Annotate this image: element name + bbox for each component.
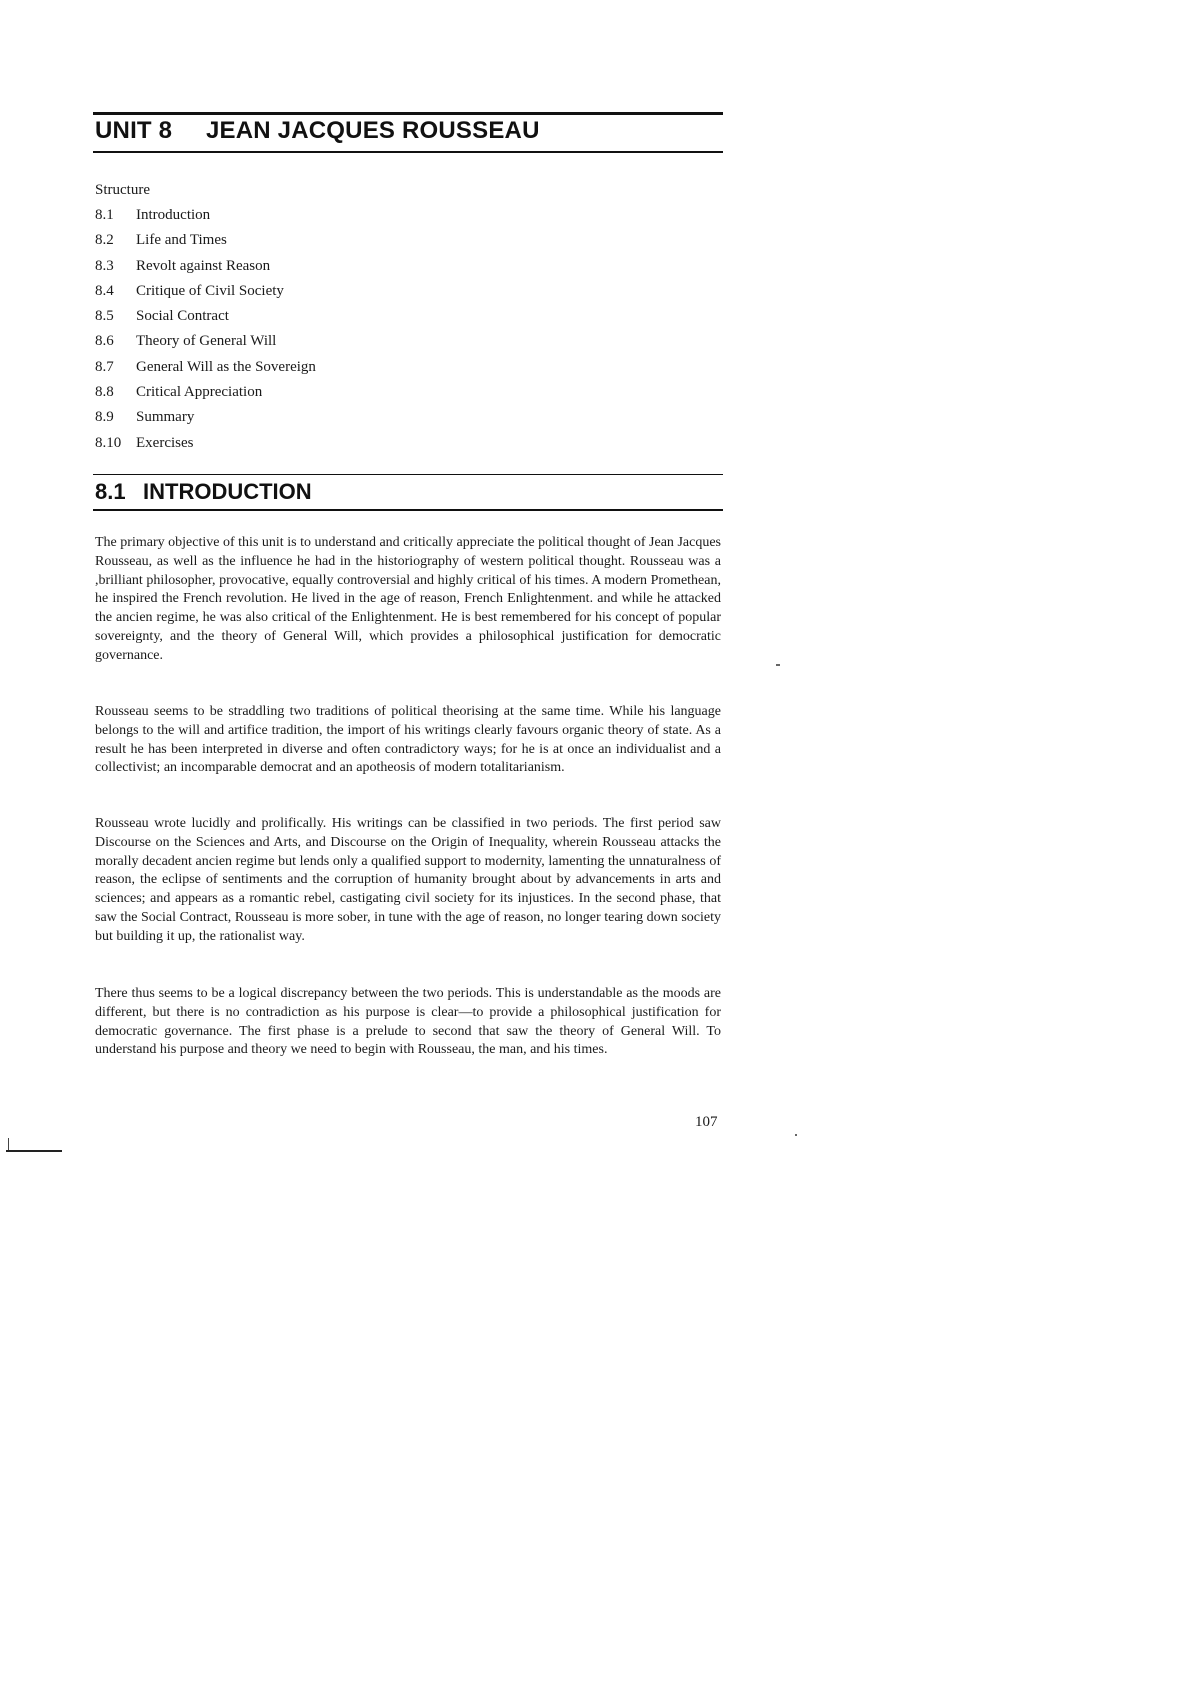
section-number: 8.1 [95,479,126,504]
scan-speck [795,1134,797,1136]
scan-speck [776,664,780,666]
page-number: 107 [695,1114,718,1130]
structure-label: Structure [95,182,150,198]
toc-item [95,405,316,430]
toc-item-number: 8.1 [95,207,114,223]
toc-item-number: 8.6 [95,333,114,350]
toc-item [95,304,316,329]
toc-item-title: General Will as the Sovereign [136,358,316,375]
scan-line [6,1150,62,1152]
toc-item [95,254,316,279]
toc-item-title: Revolt against Reason [136,257,271,274]
scan-mark [8,1138,9,1150]
toc-item [95,329,316,354]
unit-heading [93,112,723,153]
toc-item [95,355,316,380]
toc-item [95,431,316,456]
toc-item-number: 8.7 [95,358,114,375]
structure-list [95,178,316,456]
toc-item-number: 8.2 [95,232,114,249]
toc-item-title: Introduction [136,207,211,223]
toc-item-title: Exercises [136,434,194,451]
toc-item-number: 8.3 [95,257,114,274]
toc-item-title: Life and Times [136,232,227,249]
toc-item-title: Critical Appreciation [136,384,263,401]
body-paragraph: Rousseau wrote lucidly and prolifically. His writings can be classified in two periods. The first period saw Discourse on the Sciences and Arts, and Discourse on the Origin of Inequality, wherein Rousseau attacks the morally decadent ancien regime but lends only a qualified support to modernity, lamenting the unnaturalness of reason, the eclipse of sentiments and the corruption of humanity brought about by advancements in arts and sciences; and appears as a romantic rebel, castigating civil society for its injustices. In the second phase, that saw the Social Contract, Rousseau is more sober, in tune with the age of reason, no longer tearing down society but building it up, the rationalist way. [95,816,721,944]
section-heading [93,474,723,511]
body-paragraph: There thus seems to be a logical discrepancy between the two periods. This is understandable as the moods are different, but there is no contradiction as his purpose is clear—to provide a philosophical justification for democratic governance. The first phase is a prelude to second that saw the theory of General Will. To understand his purpose and theory we need to begin with Rousseau, the man, and his times. [95,986,721,1058]
toc-item [95,279,316,304]
unit-title: JEAN JACQUES ROUSSEAU [206,117,540,144]
toc-item-number: 8.5 [95,308,114,325]
toc-item-title: Summary [136,409,195,426]
toc-item-number: 8.10 [95,434,122,451]
toc-item-number: 8.9 [95,409,114,426]
section-title: INTRODUCTION [143,479,312,504]
toc-item-title: Social Contract [136,308,229,325]
toc-item [95,203,316,228]
body-paragraph: Rousseau seems to be straddling two traditions of political theorising at the same time. While his language belongs to the will and artifice tradition, the import of his writings clearly favours organic theory of state. As a result he has been interpreted in diverse and often contradictory ways; for he is at once an individualist and a collectivist; an incomparable democrat and an apotheosis of modern totalitarianism. [95,704,721,776]
toc-item-number: 8.8 [95,384,114,401]
toc-item [95,380,316,405]
toc-item-number: 8.4 [95,282,114,299]
toc-item-title: Theory of General Will [136,333,277,350]
body-paragraph: The primary objective of this unit is to understand and critically appreciate the political thought of Jean Jacques Rousseau, as well as the influence he had in the historiography of western political thought. Rousseau was a ,brilliant philosopher, provocative, equally controversial and highly critical of his times. A modern Promethean, he inspired the French revolution. He lived in the age of reason, French Enlightenment. and while he attacked the ancien regime, he was also critical of the Enlightenment. He is best remembered for his concept of popular sovereignty, and the theory of General Will, which provides a philosophical justification for democratic governance. [95,535,721,663]
unit-number: UNIT 8 [95,117,173,144]
toc-item-title: Critique of Civil Society [136,282,284,299]
toc-item [95,228,316,253]
